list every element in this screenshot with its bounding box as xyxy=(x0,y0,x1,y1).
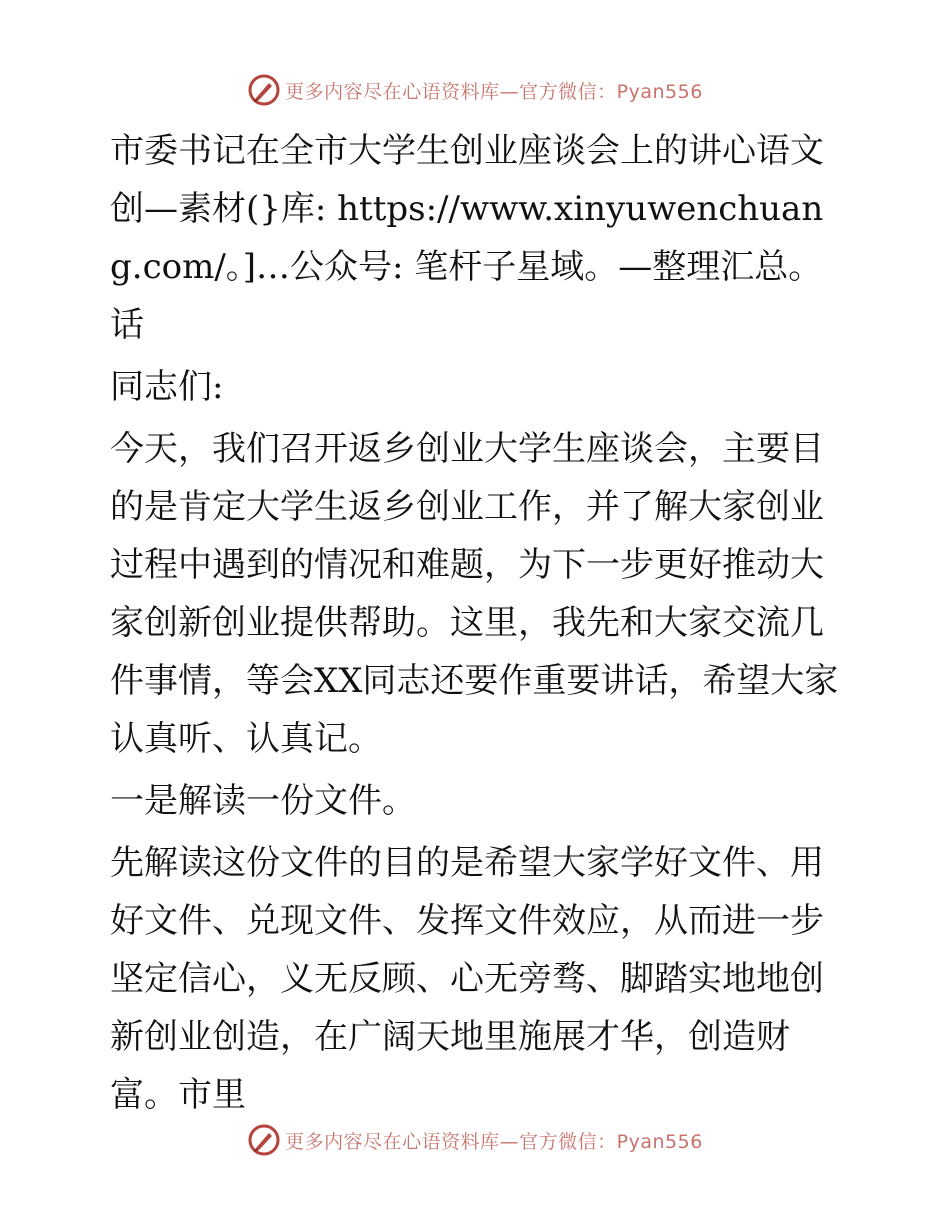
pen-logo-icon xyxy=(247,1123,281,1157)
salutation: 同志们: xyxy=(110,367,224,407)
body-paragraph: 今天，我们召开返乡创业大学生座谈会，主要目的是肯定大学生返乡创业工作，并了解大家创业过程中遇到的情况和难题，为下一步更好推动大家创新创业提供帮助。这里，我先和大家交流几件事情，等会XX同志还要作重要讲话，希望大家认真听、认真记。 xyxy=(110,429,839,759)
watermark-text: 更多内容尽在心语资料库—官方微信：Pyan556 xyxy=(285,1130,703,1153)
watermark-text: 更多内容尽在心语资料库—官方微信：Pyan556 xyxy=(285,80,703,103)
document-title: 市委书记在全市大学生创业座谈会上的讲心语文创—素材(}库: https://www.xinyuwenchuang.com/。]…公众号: 笔杆子星域。—整理汇总。话 xyxy=(110,131,824,345)
body-paragraph: 先解读这份文件的目的是希望大家学好文件、用好文件、兑现文件、发挥文件效应，从而进一步坚定信心，义无反顾、心无旁骛、脚踏实地地创新创业创造，在广阔天地里施展才华，创造财富。市里 xyxy=(110,843,824,1115)
document-body xyxy=(98,122,850,1128)
watermark-banner-bottom xyxy=(0,1120,950,1160)
section-heading: 一是解读一份文件。 xyxy=(110,781,416,821)
pen-logo-icon xyxy=(247,73,281,107)
watermark-banner-top xyxy=(0,70,950,110)
